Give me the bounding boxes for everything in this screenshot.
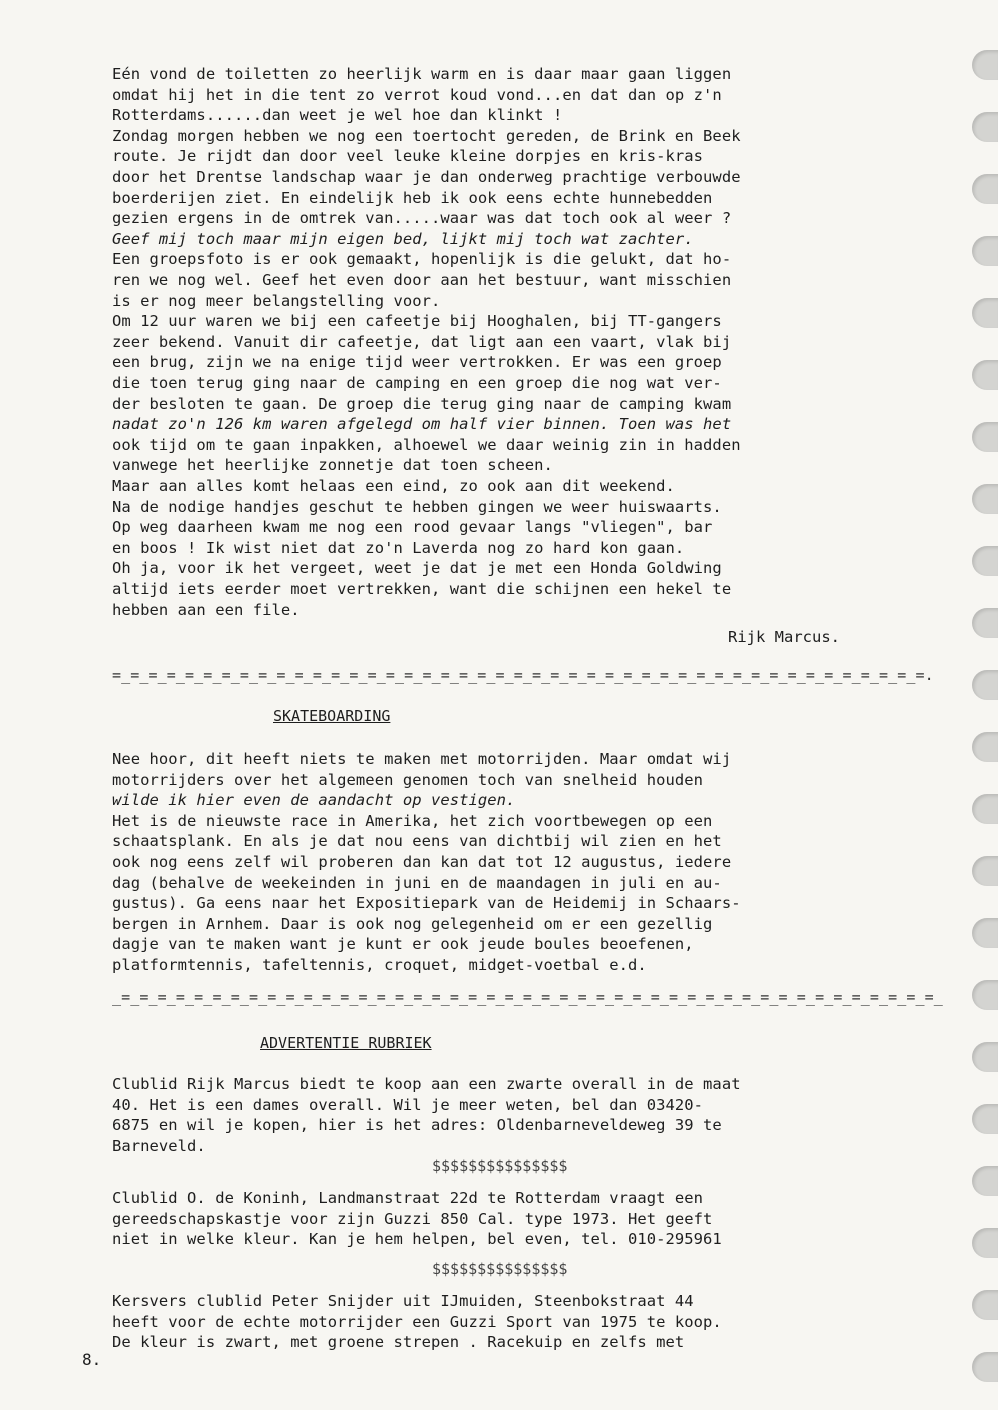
text-line: gustus). Ga eens naar het Expositiepark van de Heidemij in Schaars- [112, 894, 741, 913]
binder-hole [972, 422, 998, 452]
binder-hole [972, 608, 998, 638]
ad-text-line: Kersvers clublid Peter Snijder uit IJmuiden, Steenbokstraat 44 [112, 1292, 694, 1310]
text-line: Rotterdams......dan weet je wel hoe dan klinkt ! [112, 106, 563, 125]
text-line: een brug, zijn we na enige tijd weer vertrokken. Er was een groep [112, 353, 722, 372]
binder-hole [972, 112, 998, 142]
text-line: Na de nodige handjes geschut te hebben gingen we weer huiswaarts. [112, 497, 722, 516]
binder-hole [972, 980, 998, 1010]
text-line: Om 12 uur waren we bij een cafeetje bij Hooghalen, bij TT-gangers [112, 312, 722, 331]
text-line: Het is de nieuwste race in Amerika, het zich voortbewegen op een [112, 811, 713, 830]
ad-text-line: 40. Het is een dames overall. Wil je meer weten, bel dan 03420- [112, 1095, 704, 1114]
text-line: Geef mij toch maar mijn eigen bed, lijkt mij toch wat zachter. [112, 229, 694, 248]
ad-text-line: Clublid O. de Koninh, Landmanstraat 22d te Rotterdam vraagt een [112, 1189, 704, 1207]
text-line: hebben aan een file. [112, 600, 300, 619]
text-line: door het Drentse landschap waar je dan onderweg prachtige verbouwde [112, 168, 741, 186]
ad-text-line: Barneveld. [112, 1136, 206, 1155]
text-line: zeer bekend. Vanuit dir cafeetje, dat ligt aan een vaart, vlak bij [112, 332, 732, 351]
ad-text-line: gereedschapskastje voor zijn Guzzi 850 Cal. type 1973. Het geeft [112, 1209, 713, 1228]
binder-hole [972, 174, 998, 204]
text-line: schaatsplank. En als je dat nou eens van dichtbij wil zien en het [112, 832, 722, 851]
ad-text-line: De kleur is zwart, met groene strepen . Racekuip en zelfs met [112, 1333, 685, 1352]
text-line: motorrijders over het algemeen genomen toch van snelheid houden [112, 770, 704, 789]
text-line: dag (behalve de weekeinden in juni en de maandagen in juli en au- [112, 873, 722, 892]
binder-hole [972, 856, 998, 886]
text-line: is er nog meer belangstelling voor. [112, 291, 441, 310]
text-line: nadat zo'n 126 km waren afgelegd om half vier binnen. Toen was het [112, 415, 732, 434]
text-line: Nee hoor, dit heeft niets te maken met motorrijden. Maar omdat wij [112, 750, 732, 768]
binder-hole [972, 1290, 998, 1320]
page-number: 8. [82, 1350, 102, 1369]
binder-hole [972, 546, 998, 576]
ad-separator: $$$$$$$$$$$$$$$ [432, 1260, 568, 1278]
text-line: en boos ! Ik wist niet dat zo'n Laverda nog zo hard kon gaan. [112, 538, 685, 557]
ad-text-line: 6875 en wil je kopen, hier is het adres: Oldenbarneveldeweg 39 te [112, 1116, 722, 1135]
text-line: ook nog eens zelf wil proberen dan kan dat tot 12 augustus, iedere [112, 853, 732, 871]
text-line: Oh ja, voor ik het vergeet, weet je dat je met een Honda Goldwing [112, 559, 722, 578]
binder-hole [972, 732, 998, 762]
text-line: boerderijen ziet. En eindelijk heb ik ook eens echte hunnebedden [112, 188, 713, 207]
binder-hole [972, 918, 998, 948]
text-line: Op weg daarheen kwam me nog een rood gevaar langs "vliegen", bar [112, 518, 713, 537]
text-line: Zondag morgen hebben we nog een toertocht gereden, de Brink en Beek [112, 126, 741, 145]
binder-hole [972, 236, 998, 266]
section-divider: _=_=_=_=_=_=_=_=_=_=_=_=_=_=_=_=_=_=_=_=_=_=_=_=_=_=_=_=_=_=_=_=_=_=_=_=_=_=_=_=_=_=_=_=_=_ [112, 988, 943, 1006]
text-line: Maar aan alles komt helaas een eind, zo ook aan dit weekend. [112, 477, 675, 495]
binder-hole [972, 50, 998, 80]
binder-hole [972, 1228, 998, 1258]
text-line: wilde ik hier even de aandacht op vestigen. [112, 791, 516, 810]
binder-hole [972, 1166, 998, 1196]
ad-text-line: Clublid Rijk Marcus biedt te koop aan een zwarte overall in de maat [112, 1075, 741, 1093]
binder-hole [972, 484, 998, 514]
text-line: omdat hij het in die tent zo verrot koud vond...en dat dan op z'n [112, 85, 722, 104]
text-line: vanwege het heerlijke zonnetje dat toen scheen. [112, 456, 553, 475]
text-line: route. Je rijdt dan door veel leuke kleine dorpjes en kris-kras [112, 147, 704, 166]
binder-hole [972, 1042, 998, 1072]
text-line: Een groepsfoto is er ook gemaakt, hopenlijk is die gelukt, dat ho- [112, 250, 732, 269]
ad-text-line: niet in welke kleur. Kan je hem helpen, bel even, tel. 010-295961 [112, 1230, 722, 1249]
text-line: bergen in Arnhem. Daar is ook nog gelegenheid om er een gezellig [112, 914, 713, 933]
binder-hole [972, 1352, 998, 1382]
text-line: platformtennis, tafeltennis, croquet, midget-voetbal e.d. [112, 956, 647, 974]
text-line: altijd iets eerder moet vertrekken, want die schijnen een hekel te [112, 580, 732, 598]
text-line: der besloten te gaan. De groep die terug ging naar de camping kwam [112, 394, 732, 413]
article-signature: Rijk Marcus. [728, 628, 840, 646]
text-line: ook tijd om te gaan inpakken, alhoewel we daar weinig zin in hadden [112, 435, 741, 454]
section-heading-skateboarding: SKATEBOARDING [273, 707, 391, 725]
binder-hole [972, 360, 998, 390]
text-line: dagje van te maken want je kunt er ook jeude boules beoefenen, [112, 935, 694, 954]
section-heading-advertenties: ADVERTENTIE RUBRIEK [260, 1034, 432, 1052]
binder-hole [972, 794, 998, 824]
text-line: gezien ergens in de omtrek van.....waar was dat toch ook al weer ? [112, 209, 732, 228]
section-divider: =_=_=_=_=_=_=_=_=_=_=_=_=_=_=_=_=_=_=_=_=_=_=_=_=_=_=_=_=_=_=_=_=_=_=_=_=_=_=_=_=_=_=_=_=. [112, 666, 934, 684]
binder-hole [972, 1104, 998, 1134]
text-line: Eén vond de toiletten zo heerlijk warm en is daar maar gaan liggen [112, 65, 732, 83]
ad-text-line: heeft voor de echte motorrijder een Guzzi Sport van 1975 te koop. [112, 1312, 722, 1331]
ad-separator: $$$$$$$$$$$$$$$ [432, 1157, 568, 1175]
text-line: die toen terug ging naar de camping en een groep die nog wat ver- [112, 374, 722, 392]
binder-hole [972, 670, 998, 700]
text-line: ren we nog wel. Geef het even door aan het bestuur, want misschien [112, 271, 732, 289]
binder-hole [972, 298, 998, 328]
